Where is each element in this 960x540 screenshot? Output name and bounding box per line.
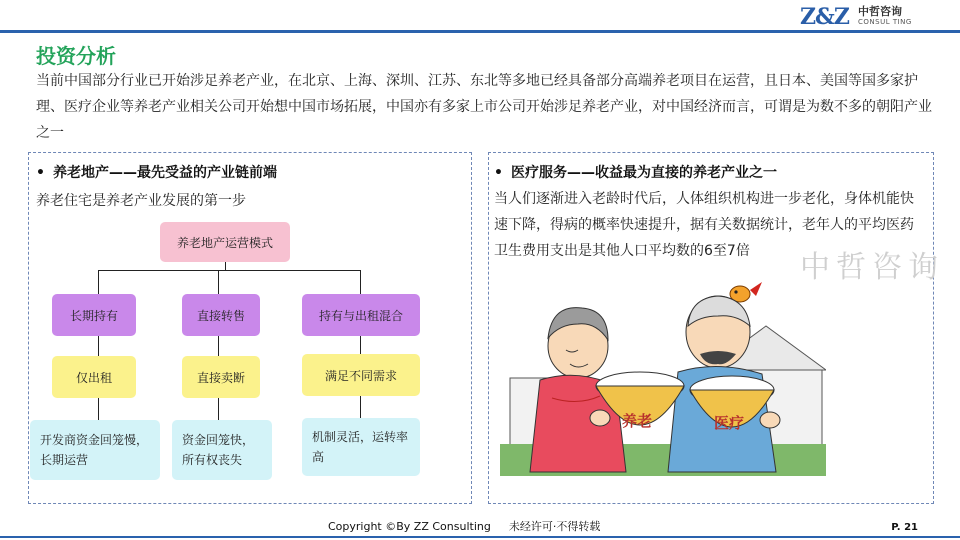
footer-divider — [0, 536, 960, 538]
mode-box-long-term-hold: 长期持有 — [52, 294, 136, 336]
connector — [218, 336, 219, 356]
method-box-rent-only: 仅出租 — [52, 356, 136, 398]
trait-box-long-term: 开发商资金回笼慢，长期运营 — [30, 420, 160, 480]
mode-box-mixed: 持有与出租混合 — [302, 294, 420, 336]
logo-chinese-name: 中哲咨询 — [858, 5, 902, 18]
footer-text — [328, 518, 600, 534]
header-divider — [0, 30, 960, 33]
connector — [225, 262, 226, 270]
bowl-label-eldercare: 养老 — [622, 412, 653, 430]
connector — [360, 396, 361, 418]
method-box-meet-needs: 满足不同需求 — [302, 354, 420, 396]
real-estate-subtitle: 养老住宅是养老产业发展的第一步 — [36, 193, 246, 209]
medical-heading-text: 医疗服务——收益最为直接的养老产业之一 — [510, 165, 777, 181]
connector — [360, 270, 361, 294]
connector — [98, 270, 99, 294]
medical-heading — [494, 162, 777, 182]
connector — [218, 398, 219, 420]
method-box-sell-outright: 直接卖断 — [182, 356, 260, 398]
chart-root-box: 养老地产运营模式 — [160, 222, 290, 262]
watermark-text: 中哲咨询 — [800, 250, 944, 285]
bird-icon — [730, 282, 762, 302]
medical-paragraph: 当人们逐渐进入老龄时代后，人体组织机构进一步老化，身体机能快速下降，得病的概率快速提升，据有关数据统计，老年人的平均医药卫生费用支出是其他人口平均数的6至7倍 — [494, 191, 914, 259]
intro-paragraph: 当前中国部分行业已开始涉足养老产业，在北京、上海、深圳、江苏、东北等多地已经具备部分高端养老项目在运营，且日本、美国等国多家护理、医疗企业等养老产业相关公司开始想中国市场拓展，中国亦有多家上市公司开始涉足养老产业，对中国经济而言，可谓是为数不多的朝阳产业之一 — [36, 73, 932, 141]
connector — [98, 270, 360, 271]
trait-box-mixed: 机制灵活，运转率高 — [302, 418, 420, 476]
trait-box-resale: 资金回笼快，所有权丧失 — [172, 420, 272, 480]
real-estate-heading-text: 养老地产——最先受益的产业链前端 — [52, 165, 277, 181]
logo-english-name: CONSUL TING — [858, 18, 912, 26]
elderly-couple-illustration — [500, 268, 826, 476]
page-number: P. 21 — [891, 522, 918, 533]
connector — [218, 270, 219, 294]
bullet-dot: • — [36, 165, 45, 181]
connector — [98, 398, 99, 420]
reprint-notice: 未经许可·不得转载 — [508, 520, 601, 533]
mode-box-direct-resale: 直接转售 — [182, 294, 260, 336]
company-logo — [800, 2, 920, 30]
bowl-label-medical: 医疗 — [714, 414, 745, 432]
copyright-text: Copyright ©By ZZ Consulting — [328, 520, 491, 533]
slide-title: 投资分析 — [36, 44, 116, 68]
connector — [98, 336, 99, 356]
real-estate-heading — [36, 162, 277, 182]
connector — [360, 336, 361, 354]
logo-mark: Z&Z — [800, 4, 849, 30]
bullet-dot: • — [494, 165, 503, 181]
